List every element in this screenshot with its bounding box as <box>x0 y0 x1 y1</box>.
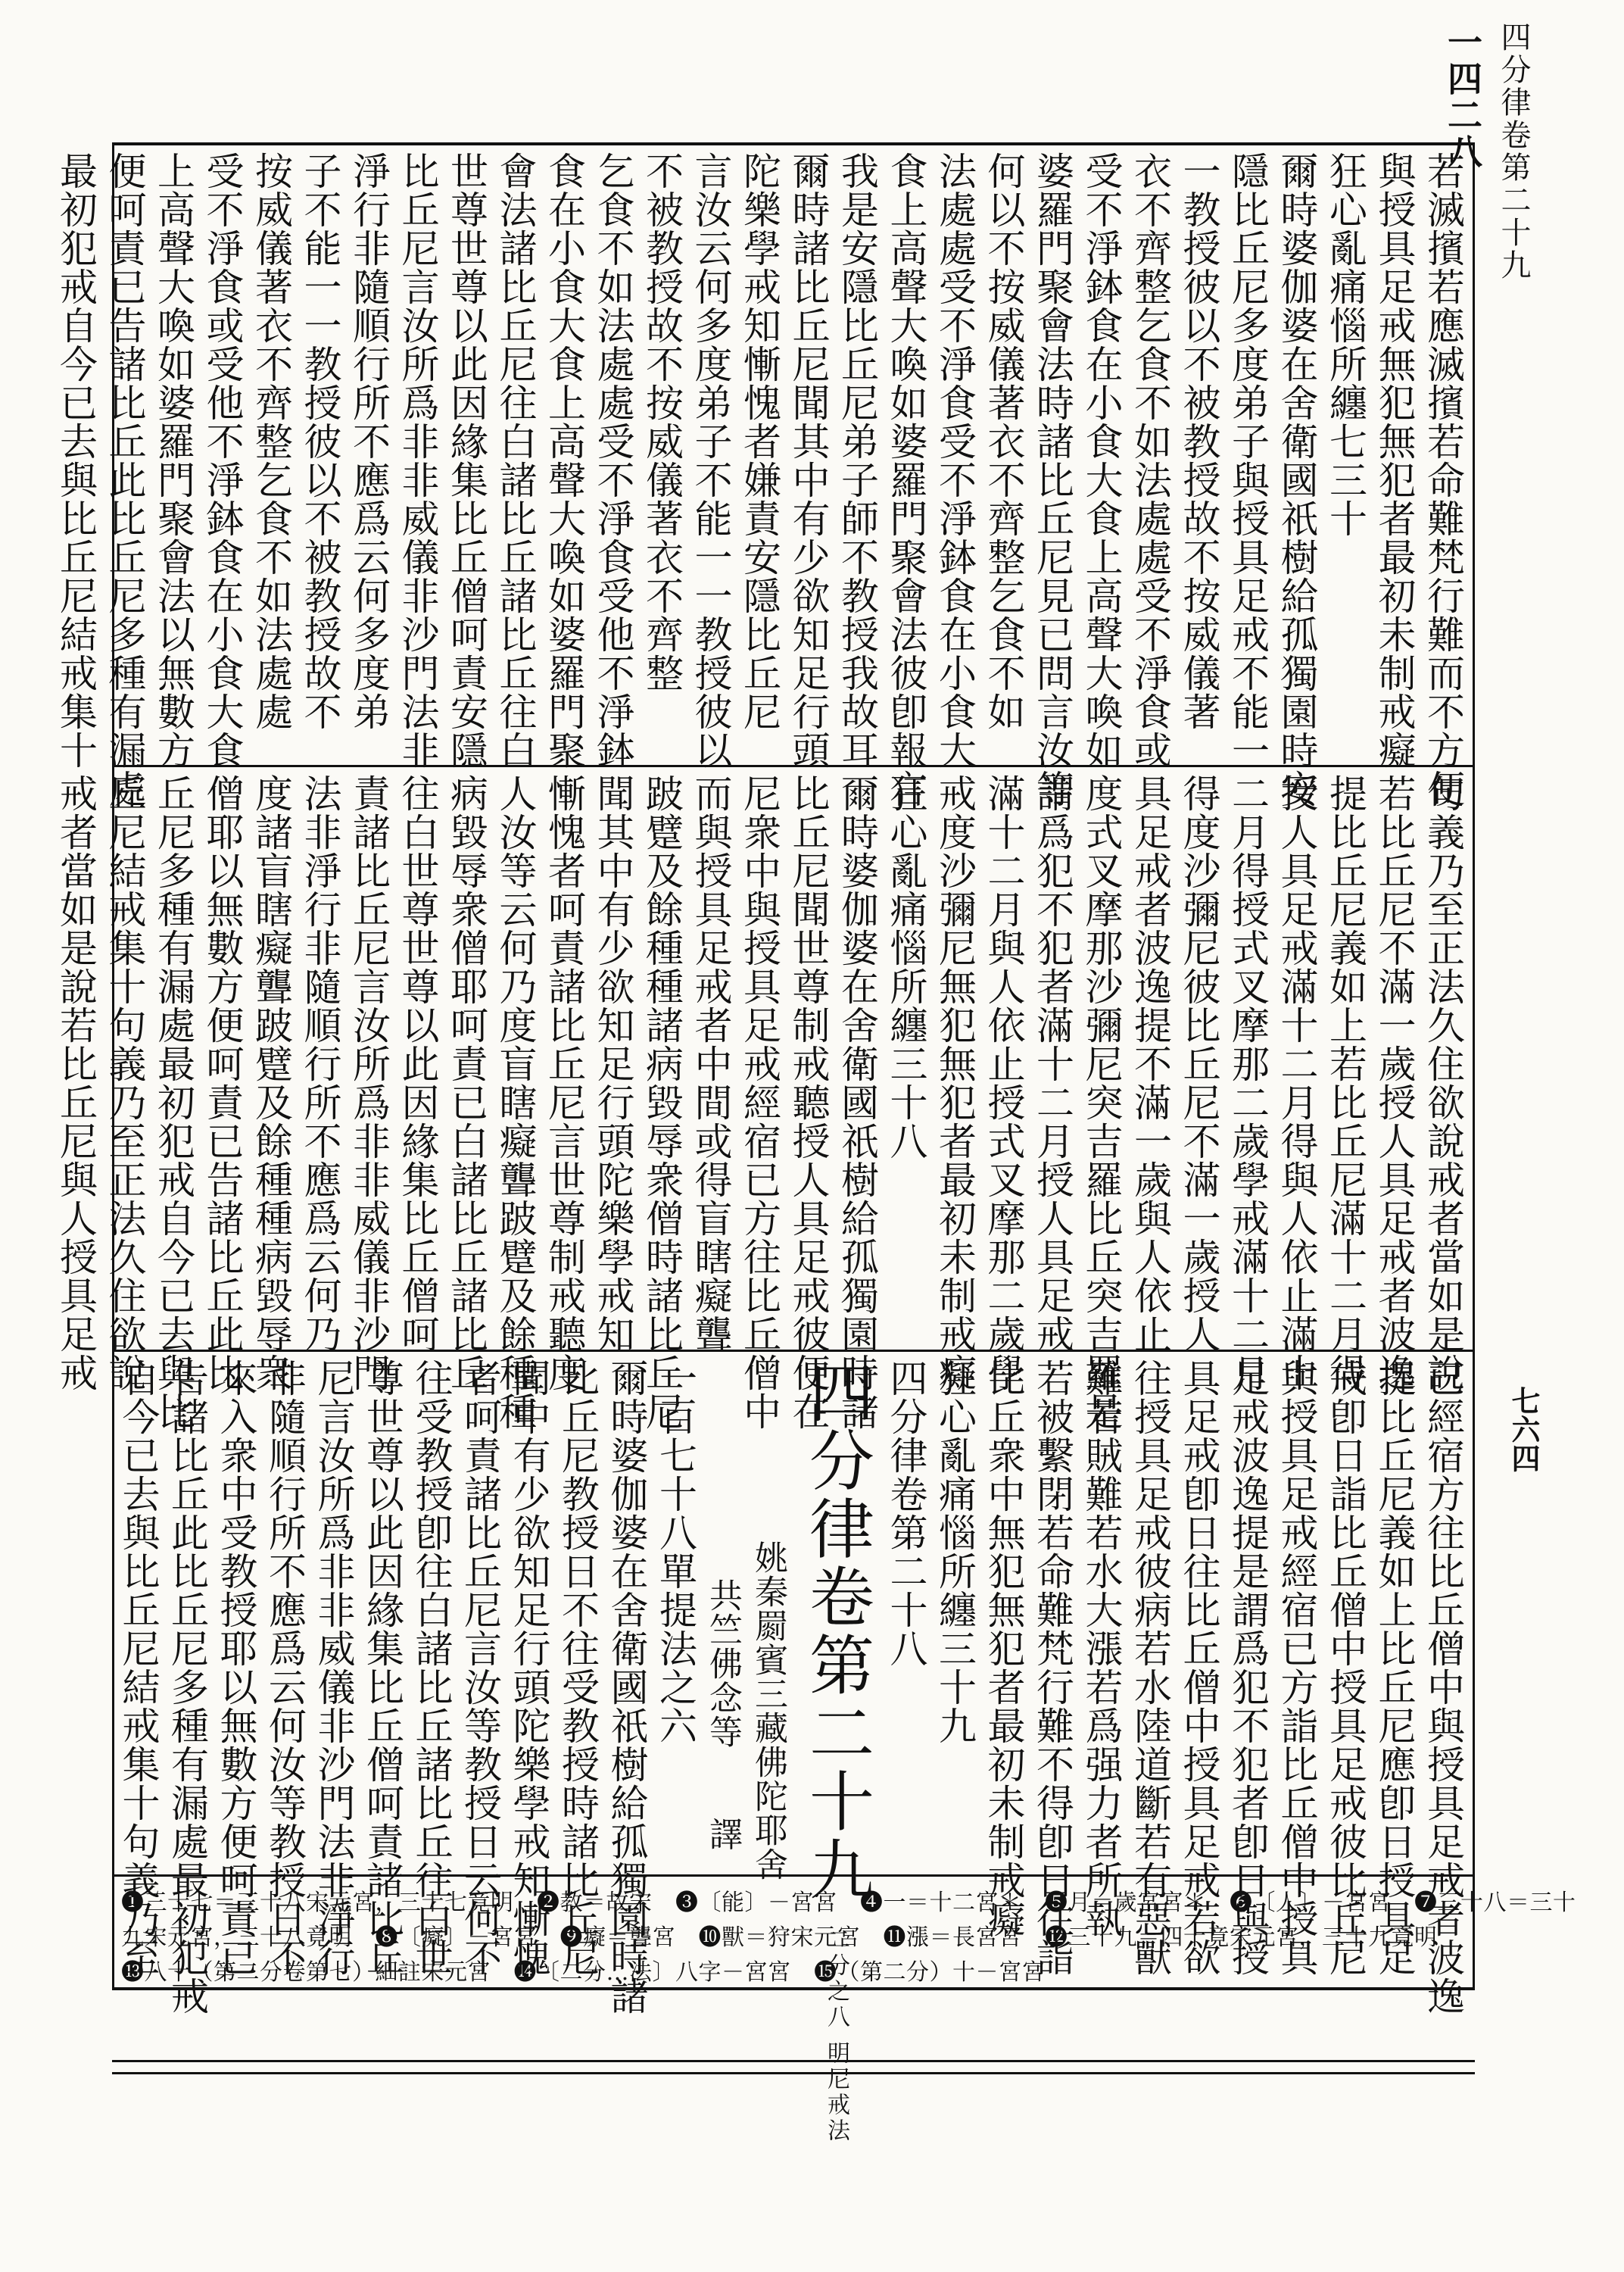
text-column: 狂心亂痛惱所纏三十八 <box>884 774 928 1160</box>
text-column: 滿十二月與人依止授式叉摩那二歲學 <box>981 774 1026 1392</box>
note-line: ❶三十七＝三十八宋元宮，三十七竟明 ❷教＝故宋 ❸〔能〕－宮宮 ❹一＝十二宮＊ ❺月＝歲宮宮＊ ❻〔人〕－宮宮 ❼三十八＝三十 <box>121 1890 1576 1916</box>
text-column: 往授具足戒彼病若水陸道斷若有惡獸 <box>1128 1359 1172 1977</box>
book-title-header: 四分律卷第二十九 <box>1496 21 1531 282</box>
text-column: 法非淨行非隨順行所不應爲云何乃 <box>298 774 342 1353</box>
text-column: 比丘尼聞世尊制戒聽授人具足戒彼便在 <box>786 774 831 1431</box>
text-column: 乞食不如法處處受不淨食受他不淨鉢 <box>591 151 635 769</box>
note-line: 九宋元宮，三十八竟明 ❽〔癡〕－宮宮 ❾癡＝聾宮 ❿獸＝狩宋元宮 ⓫漲＝長宮宮 ⓬三十九＝四十竟宋元宮，三十九竟明 <box>121 1924 1438 1951</box>
text-column: 法處處受不淨食受不淨鉢食在小食大 <box>933 151 977 769</box>
text-column: 尼衆中與授具足戒經宿已方往比丘僧中 <box>737 774 781 1431</box>
text-band-middle <box>54 774 1467 1431</box>
text-column: 按威儀著衣不齊整乞食不如法處處 <box>249 151 293 731</box>
collation-notes <box>121 1886 1576 1990</box>
text-column: 慚愧者呵責諸比丘尼言世尊制戒聽度 <box>542 774 586 1392</box>
chapter-title: 四分律卷第二十九 二分之八 明尼戒法 <box>798 1359 874 2144</box>
text-column: 度式叉摩那沙彌尼突吉羅比丘突吉羅是 <box>1079 774 1124 1431</box>
text-column: 具足戒卽日往比丘僧中授具足戒若欲 <box>1177 1359 1221 1977</box>
text-column: 僧耶以無數方便呵責已告諸比丘此比 <box>200 774 245 1392</box>
text-column: 尼言汝所爲非非威儀非沙門法非淨行 <box>311 1359 356 1977</box>
text-column: 謂爲犯不犯者滿十二月授人具足戒 <box>1030 774 1074 1353</box>
text-column: 非隨順行所不應爲云何汝等教授日不 <box>263 1359 307 1977</box>
text-column: 與授具足戒無犯無犯者最初未制戒癡 <box>1372 151 1417 769</box>
text-column: 提比丘尼義如上若比丘尼滿十二月得 <box>1323 774 1367 1392</box>
text-column: 若滅擯若應滅擯若命難梵行難而不方便 <box>1421 151 1465 808</box>
text-column: 丘尼多種有漏處最初犯戒自今已去與比 <box>151 774 195 1431</box>
text-column: 病毀辱衆僧耶呵責已白諸比丘諸比丘 <box>444 774 488 1392</box>
text-column: 來入衆中受教授耶以無數方便呵責已 <box>214 1359 258 1977</box>
text-column: 食上高聲大喚如婆羅門聚會法彼卽報言 <box>884 151 928 808</box>
text-column: 淨行非隨順行所不應爲云何多度弟 <box>347 151 391 731</box>
text-column: 食在小食大食上高聲大喚如婆羅門聚 <box>542 151 586 769</box>
footer-rule <box>112 2060 1475 2062</box>
text-column: 受不淨鉢食在小食大食上高聲大喚如 <box>1079 151 1124 769</box>
text-column: 提比丘尼義如上比丘尼應卽日授具足 <box>1372 1359 1417 1977</box>
text-column: 婆羅門聚會法時諸比丘尼見已問言汝等 <box>1030 151 1074 808</box>
text-column: 句義乃至正法久住欲說戒者當如是說 <box>1421 774 1465 1392</box>
footer-rule-2 <box>112 2072 1475 2074</box>
chapter-title-note: 二分之八 明尼戒法 <box>823 1927 849 2144</box>
text-column: 授人具足戒滿十二月得與人依止滿十 <box>1274 774 1319 1392</box>
text-column: 往白世尊世尊以此因緣集比丘僧呵 <box>395 774 440 1353</box>
side-page-number: 七六四 <box>1507 1386 1541 1472</box>
text-column: 告諸比丘此比丘尼多種有漏處最初犯戒 <box>165 1359 209 2015</box>
text-column: 尊世尊以此因緣集比丘僧呵責諸比丘 <box>360 1359 404 1977</box>
text-column: 最初犯戒自今已去與比丘尼結戒集十 <box>54 151 98 769</box>
text-column: 跛躄及餘種種諸病毀辱衆僧時諸比丘尼 <box>640 774 684 1431</box>
text-column: 比丘尼言汝所爲非非威儀非沙門法非 <box>395 151 440 769</box>
text-column: 陀樂學戒知慚愧者嫌責安隱比丘尼 <box>737 151 781 731</box>
text-column: 自今已去與比丘尼結戒集十句義乃至 <box>116 1359 161 1977</box>
text-column: 爾時諸比丘尼聞其中有少欲知足行頭 <box>786 151 831 769</box>
text-column: 世尊世尊以此因緣集比丘僧呵責安隱 <box>444 151 488 769</box>
text-column: 受不淨食或受他不淨鉢食在小食大食 <box>200 151 245 769</box>
text-column: 與授具足戒經宿已方詣比丘僧中授具 <box>1274 1359 1319 1977</box>
text-column: 一教授彼以不被教授故不按威儀著 <box>1177 151 1221 731</box>
text-column: 爾時婆伽婆在舍衛國祇樹給孤獨園時諸 <box>604 1359 649 2015</box>
text-column: 子不能一一教授彼以不被教授故不 <box>298 151 342 731</box>
text-column: 爾時婆伽婆在舍衛國祇樹給孤獨園時諸 <box>835 774 879 1431</box>
note-line: ⓭八十（第二分卷第七）細註宋元宮 ⓮〔二分…法〕八字－宮宮 ⓯（第二分）十－宮宮 <box>121 1959 1045 1986</box>
text-column: 丘尼結戒集十句義乃至正法久住欲說 <box>102 774 147 1392</box>
text-column: 戒度沙彌尼無犯無犯者最初未制戒癡 <box>933 774 977 1392</box>
text-column: 者呵責諸比丘尼言汝等教授日云何不 <box>458 1359 502 1977</box>
text-column: 比丘尼教授日不往受教授時諸比丘尼 <box>556 1359 600 1977</box>
text-column: 往受教授卽往白諸比丘諸比丘往白世 <box>409 1359 454 1977</box>
text-column: 人汝等云何乃度盲瞎癡聾跛躄及餘種種 <box>493 774 538 1431</box>
text-column: 具足戒者波逸提不滿一歲與人依止 <box>1128 774 1172 1353</box>
text-column: 便呵責已告諸比丘此比丘尼多種有漏處 <box>102 151 147 808</box>
text-column: 比丘衆中無犯無犯者最初未制戒癡 <box>981 1359 1026 1938</box>
text-band-top <box>54 151 1467 808</box>
text-column: 爾時婆伽婆在舍衛國祇樹給孤獨園時安 <box>1274 151 1319 808</box>
text-column: 戒卽日詣比丘僧中授具足戒彼比丘尼 <box>1323 1359 1367 1977</box>
text-column: 已經宿方往比丘僧中與授具足戒者波逸 <box>1421 1359 1465 2015</box>
text-column: 我是安隱比丘尼弟子師不教授我故耳 <box>835 151 879 769</box>
section-heading: 一百七十八單提法之六 <box>653 1359 697 1745</box>
text-column: 狂心亂痛惱所纏三十九 <box>933 1359 977 1745</box>
translator-credit-2: 共竺佛念等 譯 <box>703 1578 742 1851</box>
text-column: 責諸比丘尼言汝所爲非非威儀非沙門 <box>347 774 391 1392</box>
text-column: 足戒波逸提是謂爲犯不犯者卽日與授 <box>1226 1359 1270 1977</box>
text-column: 何以不按威儀著衣不齊整乞食不如 <box>981 151 1026 731</box>
text-column: 言汝云何多度弟子不能一一教授彼以 <box>688 151 733 769</box>
text-column: 上高聲大喚如婆羅門聚會法以無數方 <box>151 151 195 769</box>
text-column: 四分律卷第二十八 <box>884 1359 928 1668</box>
translator-credit-1: 姚秦罽賓三藏佛陀耶舍 <box>749 1540 787 1881</box>
text-column: 而與授具足戒者中間或得盲瞎癡聾 <box>688 774 733 1353</box>
text-column: 若被繫閉若命難梵行難不得卽日往詣 <box>1030 1359 1074 1977</box>
text-column: 度諸盲瞎癡聾跛躄及餘種種病毀辱衆 <box>249 774 293 1392</box>
text-column: 戒者當如是說若比丘尼與人授具足戒 <box>54 774 98 1392</box>
page-number: 一四二八 <box>1442 24 1483 170</box>
text-column: 二月得授式叉摩那二歲學戒滿十二月 <box>1226 774 1270 1392</box>
text-column: 狂心亂痛惱所纏七三十 <box>1323 151 1367 538</box>
text-column: 衣不齊整乞食不如法處處受不淨食或 <box>1128 151 1172 769</box>
text-column: 不被教授故不按威儀著衣不齊整 <box>640 151 684 692</box>
text-column: 難若賊難若水大漲若爲强力者所執 <box>1079 1359 1124 1938</box>
text-column: 若比丘尼不滿一歲授人具足戒者波逸 <box>1372 774 1417 1392</box>
text-column: 會法諸比丘尼往白諸比丘諸比丘往白 <box>493 151 538 769</box>
text-column: 隱比丘尼多度弟子與授具足戒不能一 <box>1226 151 1270 769</box>
text-column: 聞其中有少欲知足行頭陀樂學戒知 <box>591 774 635 1353</box>
text-column: 得度沙彌尼彼比丘尼不滿一歲授人 <box>1177 774 1221 1353</box>
text-column: 聞中有少欲知足行頭陀樂學戒知慚愧 <box>507 1359 551 1977</box>
